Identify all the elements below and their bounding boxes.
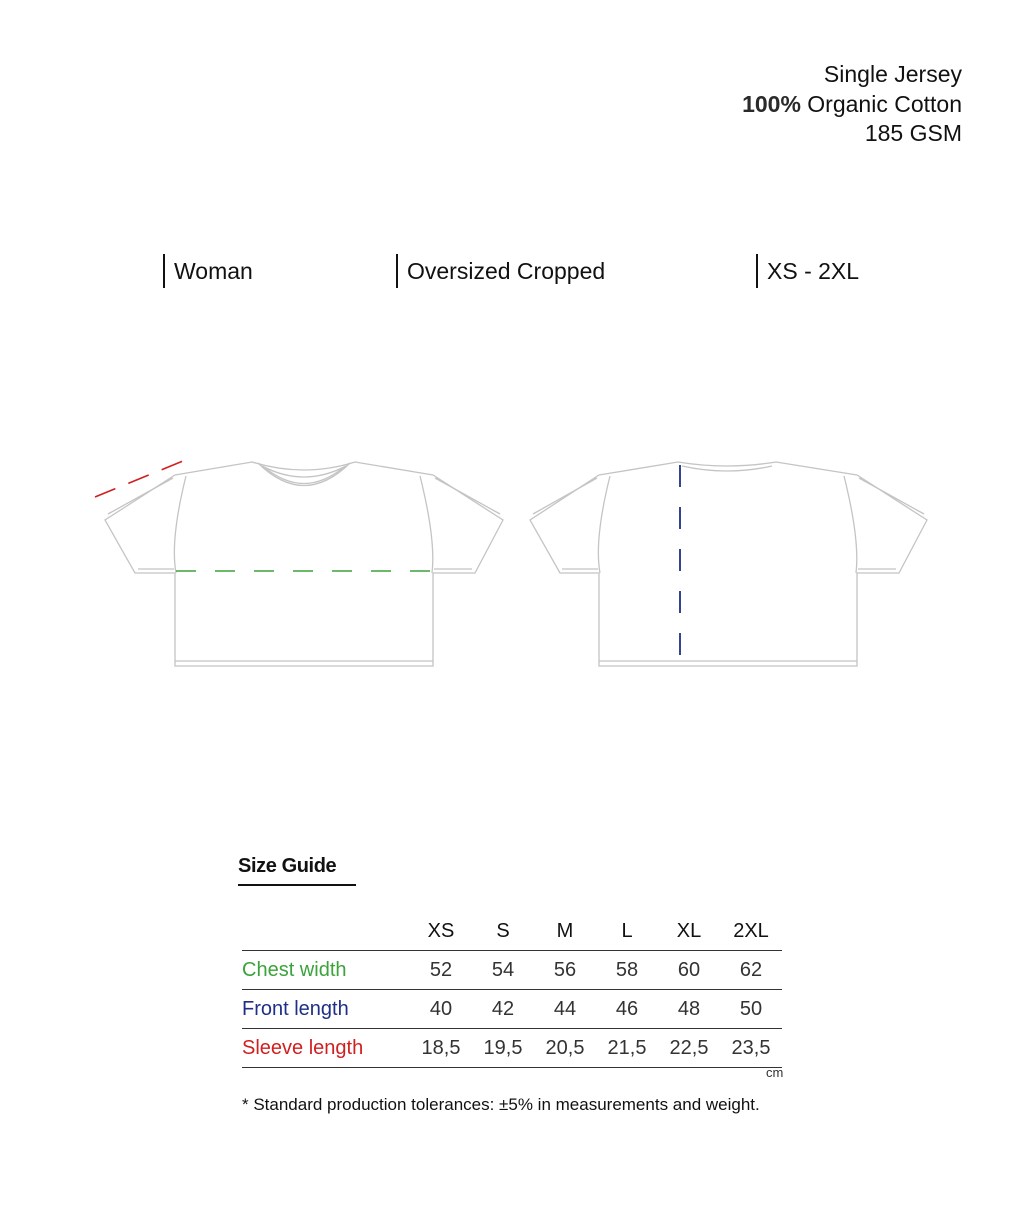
tshirt-back-icon [530, 462, 927, 666]
tshirt-illustration [0, 440, 1024, 680]
composition-material: Organic Cotton [807, 90, 962, 117]
fabric-type: Single Jersey [823, 61, 962, 87]
composition-percent: 100% [742, 90, 801, 117]
size-header-xs: XS [427, 919, 455, 942]
fabric-weight: 185 GSM [864, 120, 962, 146]
tshirt-front-icon [105, 462, 503, 666]
table-cell: 21,5 [607, 1036, 647, 1059]
table-cell: 52 [429, 958, 453, 981]
table-cell: 46 [615, 997, 639, 1020]
table-row [242, 990, 782, 1029]
fabric-composition [742, 90, 962, 120]
size-guide-title: Size Guide [238, 855, 356, 886]
table-cell: 48 [677, 997, 701, 1020]
size-header-row [242, 912, 782, 951]
tolerance-note: * Standard production tolerances: ±5% in measurements and weight. [242, 1095, 760, 1114]
unit-label: cm [766, 1065, 784, 1080]
table-cell: 56 [553, 958, 577, 981]
table-cell: 19,5 [483, 1036, 523, 1059]
category-size-range: XS - 2XL [756, 254, 859, 288]
size-header-s: S [496, 919, 510, 942]
table-cell: 42 [491, 997, 515, 1020]
table-cell: 23,5 [731, 1036, 771, 1059]
row-label-front-length: Front length [242, 997, 349, 1020]
table-cell: 20,5 [545, 1036, 585, 1059]
category-fit: Oversized Cropped [396, 254, 605, 288]
table-cell: 40 [429, 997, 453, 1020]
table-cell: 60 [677, 958, 701, 981]
table-row [242, 951, 782, 990]
table-cell: 62 [739, 958, 763, 981]
size-header-2xl: 2XL [733, 919, 769, 942]
fabric-spec [742, 60, 962, 149]
size-header-xl: XL [676, 919, 702, 942]
table-cell: 54 [491, 958, 515, 981]
row-label-sleeve-length: Sleeve length [242, 1036, 364, 1059]
table-cell: 44 [553, 997, 577, 1020]
table-cell: 58 [615, 958, 639, 981]
table-cell: 18,5 [421, 1036, 461, 1059]
table-cell: 50 [739, 997, 763, 1020]
category-gender: Woman [163, 254, 253, 288]
row-label-chest-width: Chest width [242, 958, 347, 981]
size-header-m: M [556, 919, 574, 942]
table-cell: 22,5 [669, 1036, 709, 1059]
size-header-l: L [621, 919, 633, 942]
table-row [242, 1029, 782, 1068]
size-guide-table [242, 912, 782, 1068]
